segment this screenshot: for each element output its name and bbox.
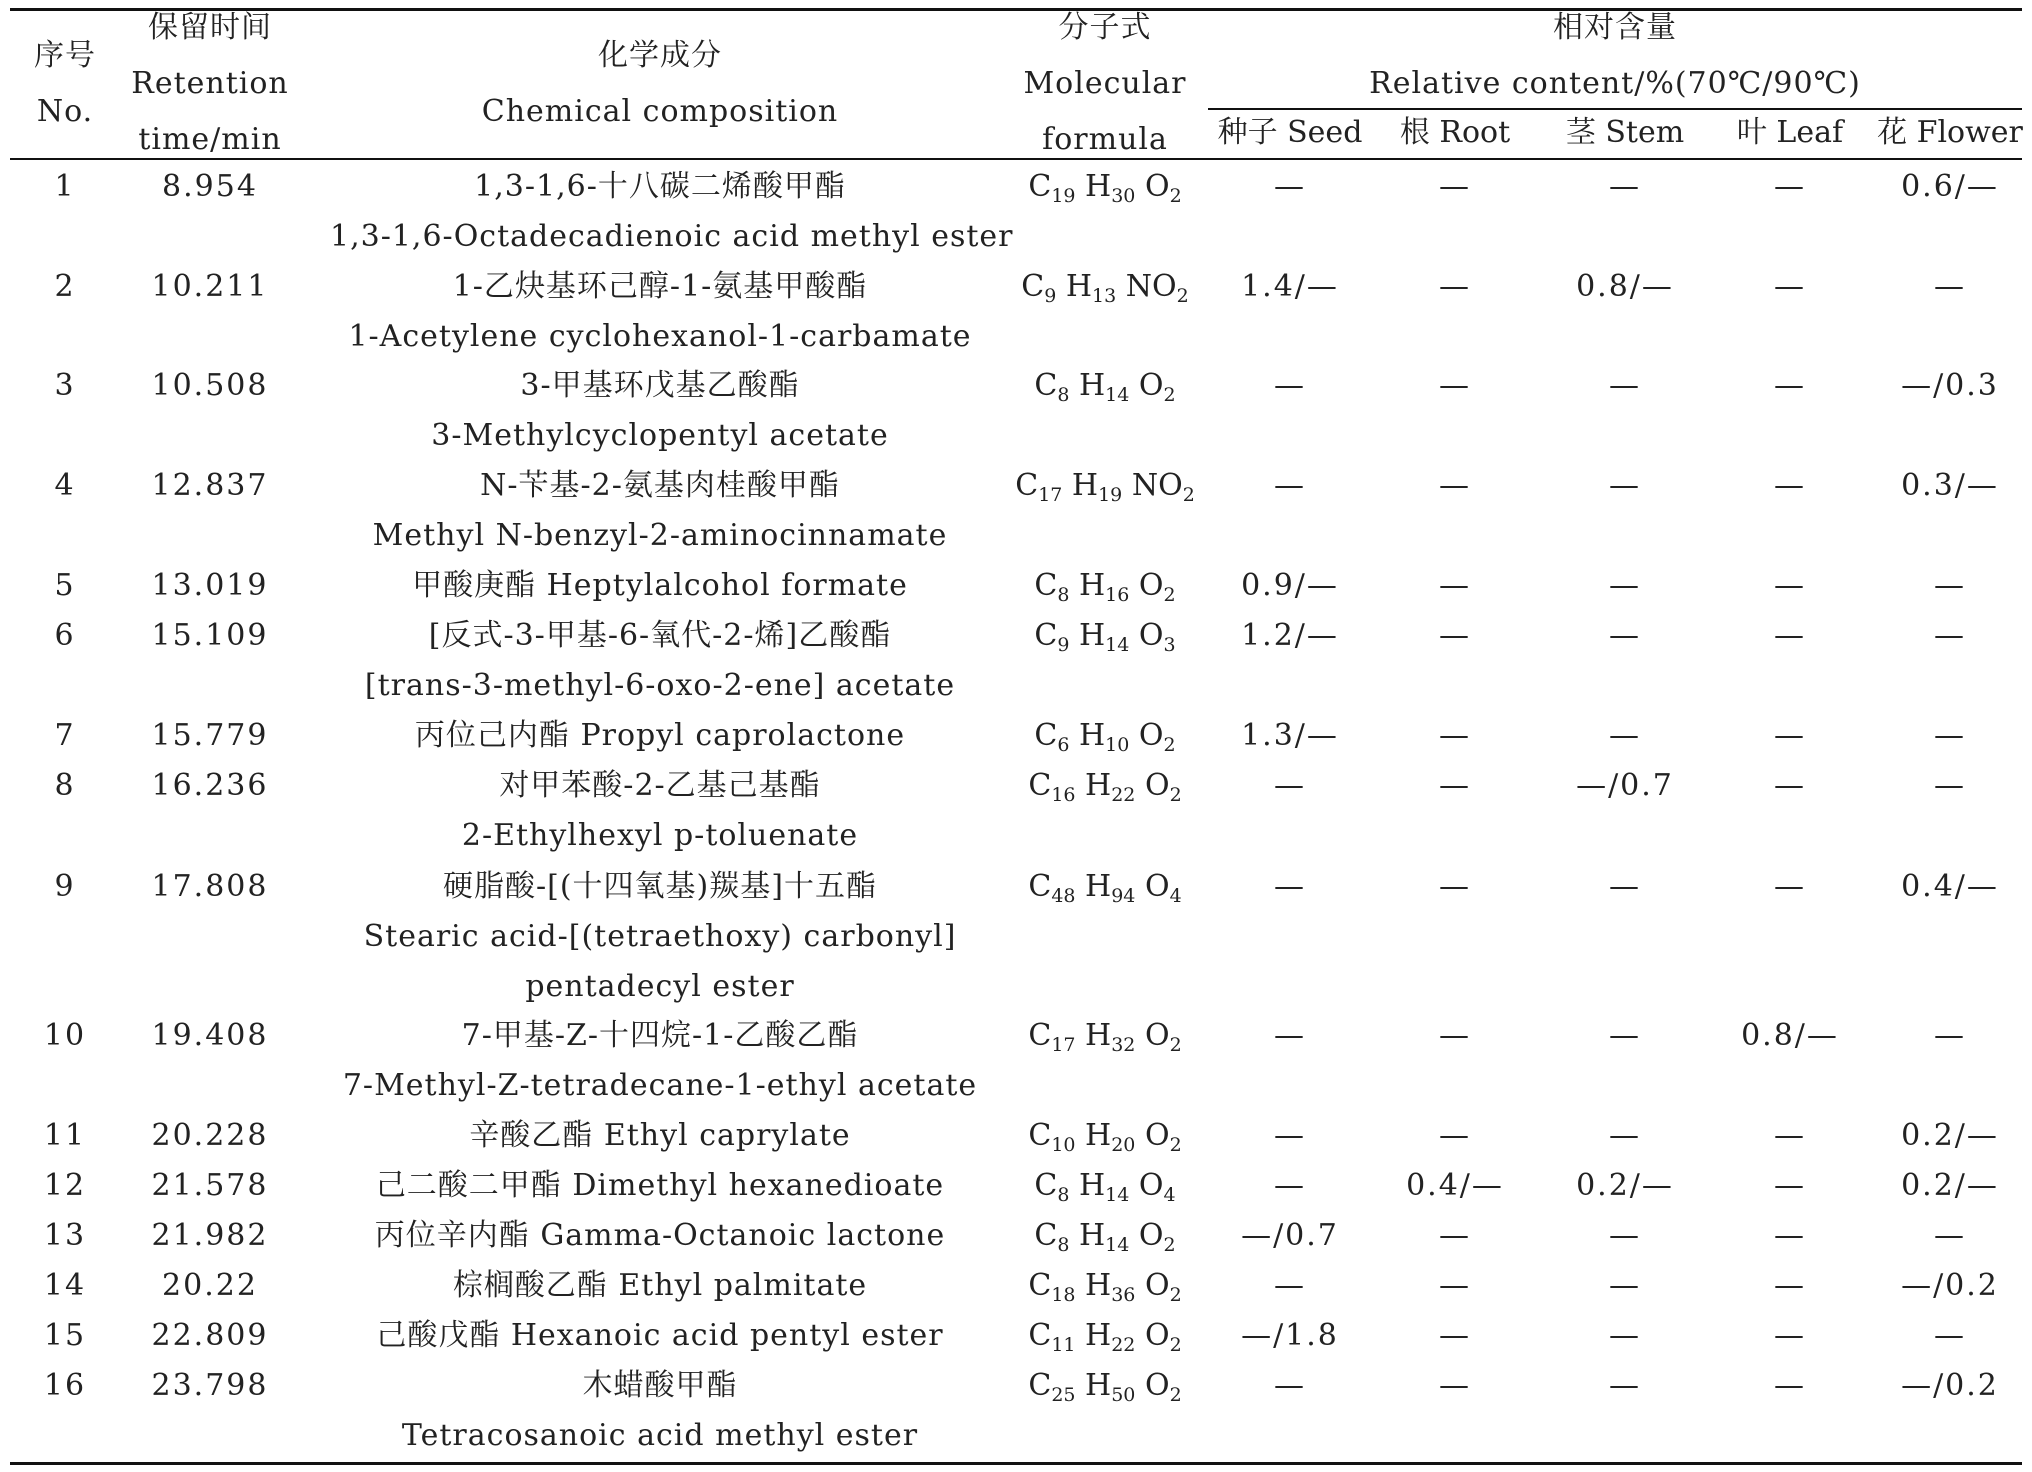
row-content-flower: — [1934, 768, 1966, 803]
row-chemical-composition [330, 1161, 990, 1211]
formula-subscript: 2 [1169, 185, 1182, 207]
formula-subscript: 2 [1176, 285, 1189, 307]
composition-line-primary: 1,3-1,6-十八碳二烯酸甲酯 [474, 169, 846, 204]
row-content-seed: — [1274, 1018, 1306, 1053]
formula-subscript: 2 [1163, 384, 1176, 406]
formula-subscript: 25 [1051, 1384, 1076, 1406]
row-number: 6 [54, 618, 76, 653]
formula-subscript: 2 [1163, 734, 1176, 756]
formula-element: H [1079, 368, 1106, 403]
formula-element: O [1144, 869, 1170, 904]
formula-element: H [1071, 468, 1099, 503]
composition-line-primary: 硬脂酸-[(十四氧基)羰基]十五酯 [443, 869, 877, 904]
row-chemical-composition [330, 1261, 990, 1311]
formula-element: H [1079, 1168, 1106, 1203]
row-content-root: — [1439, 269, 1471, 304]
row-number: 14 [43, 1268, 87, 1303]
formula-element: C [1034, 568, 1058, 603]
composition-line-secondary: [trans-3-methyl-6-oxo-2-ene] acetate [364, 668, 956, 703]
row-number: 4 [54, 468, 76, 503]
row-molecular-formula [1000, 1011, 1210, 1061]
row-number: 12 [43, 1168, 87, 1203]
row-content-flower: 0.2/— [1901, 1118, 1999, 1153]
row-number: 11 [43, 1118, 87, 1153]
formula-subscript: 2 [1169, 1034, 1182, 1056]
row-content-stem: — [1609, 169, 1641, 204]
row-content-seed: — [1274, 169, 1306, 204]
row-content-seed: — [1274, 1268, 1306, 1303]
formula-subscript: 14 [1105, 384, 1130, 406]
row-content-seed: — [1274, 869, 1306, 904]
row-content-seed: — [1274, 1168, 1306, 1203]
row-retention-time: 21.982 [151, 1218, 269, 1253]
row-content-flower: — [1934, 1318, 1966, 1353]
formula-subscript: 19 [1051, 185, 1076, 207]
row-retention-time: 23.798 [151, 1368, 269, 1403]
row-chemical-composition [330, 611, 990, 711]
composition-line-secondary: 1-Acetylene cyclohexanol-1-carbamate [348, 319, 972, 354]
row-retention-time: 15.109 [151, 618, 269, 653]
row-content-flower: 0.2/— [1901, 1168, 1999, 1203]
formula-subscript: 8 [1057, 1234, 1070, 1256]
row-content-seed: — [1274, 1118, 1306, 1153]
formula-subscript: 2 [1169, 1134, 1182, 1156]
formula-subscript: 4 [1163, 1184, 1176, 1206]
formula-element: C [1028, 1018, 1052, 1053]
formula-element: C [1028, 1268, 1052, 1303]
row-content-stem: —/0.7 [1576, 768, 1674, 803]
formula-subscript: 3 [1163, 634, 1176, 656]
row-content-leaf: — [1774, 869, 1806, 904]
formula-subscript: 9 [1044, 285, 1057, 307]
row-retention-time: 20.22 [162, 1268, 258, 1303]
formula-subscript: 2 [1163, 1234, 1176, 1256]
composition-line-secondary: 1,3-1,6-Octadecadienoic acid methyl ester [330, 219, 1014, 254]
formula-element: O [1138, 1168, 1164, 1203]
formula-subscript: 32 [1111, 1034, 1136, 1056]
header-flower: 花 Flower [1877, 115, 2023, 150]
row-molecular-formula [1000, 1261, 1210, 1311]
row-chemical-composition [330, 262, 990, 362]
composition-line-primary: 丙位辛内酯 Gamma-Octanoic lactone [374, 1218, 946, 1253]
row-content-leaf: — [1774, 1118, 1806, 1153]
row-chemical-composition [330, 711, 990, 761]
row-content-leaf: — [1774, 718, 1806, 753]
formula-element: O [1138, 568, 1164, 603]
row-molecular-formula [1000, 611, 1210, 661]
formula-element: H [1079, 718, 1106, 753]
formula-element: C [1021, 269, 1045, 304]
formula-subscript: 22 [1111, 1334, 1136, 1356]
formula-subscript: 2 [1169, 1334, 1182, 1356]
row-content-leaf: — [1774, 1318, 1806, 1353]
formula-subscript: 8 [1057, 384, 1070, 406]
formula-element: NO [1131, 468, 1183, 503]
row-content-flower: — [1934, 1018, 1966, 1053]
row-molecular-formula [1000, 461, 1210, 511]
row-content-root: — [1439, 1018, 1471, 1053]
formula-subscript: 14 [1105, 634, 1130, 656]
row-retention-time: 8.954 [162, 169, 258, 204]
formula-element: C [1015, 468, 1039, 503]
row-content-leaf: — [1774, 1218, 1806, 1253]
formula-element: O [1138, 618, 1164, 653]
formula-element: H [1085, 869, 1112, 904]
row-content-stem: — [1609, 1368, 1641, 1403]
formula-element: NO [1125, 269, 1177, 304]
formula-subscript: 2 [1182, 484, 1195, 506]
row-content-stem: 0.8/— [1576, 269, 1674, 304]
row-content-leaf: — [1774, 1368, 1806, 1403]
row-content-flower: — [1934, 269, 1966, 304]
header-rt-en1: Retention [131, 66, 289, 101]
formula-subscript: 10 [1105, 734, 1130, 756]
formula-element: O [1144, 1268, 1170, 1303]
formula-subscript: 8 [1057, 1184, 1070, 1206]
composition-line-primary: 对甲苯酸-2-乙基己基酯 [499, 768, 821, 803]
row-number: 10 [43, 1018, 87, 1053]
row-content-root: — [1439, 768, 1471, 803]
formula-subscript: 2 [1169, 1284, 1182, 1306]
row-content-flower: — [1934, 618, 1966, 653]
row-content-root: — [1439, 1218, 1471, 1253]
row-content-seed: — [1274, 468, 1306, 503]
formula-subscript: 17 [1038, 484, 1063, 506]
formula-element: C [1028, 1318, 1052, 1353]
formula-subscript: 9 [1057, 634, 1070, 656]
row-content-stem: — [1609, 618, 1641, 653]
row-chemical-composition [330, 1361, 990, 1461]
composition-line-secondary: Methyl N-benzyl-2-aminocinnamate [372, 518, 948, 553]
row-molecular-formula [1000, 1361, 1210, 1411]
formula-element: C [1028, 1368, 1052, 1403]
formula-element: H [1085, 1018, 1112, 1053]
header-no-cn: 序号 [34, 38, 96, 73]
row-content-root: — [1439, 1318, 1471, 1353]
row-chemical-composition [330, 361, 990, 461]
header-rel-en: Relative content/%(70℃/90℃) [1369, 66, 1861, 101]
formula-element: O [1138, 368, 1164, 403]
formula-element: C [1028, 1118, 1052, 1153]
header-rel-cn: 相对含量 [1553, 10, 1677, 45]
composition-line-primary: 1-乙炔基环己醇-1-氨基甲酸酯 [452, 269, 868, 304]
row-chemical-composition [330, 1211, 990, 1261]
row-content-stem: — [1609, 718, 1641, 753]
row-content-leaf: — [1774, 1168, 1806, 1203]
formula-element: C [1034, 1168, 1058, 1203]
row-molecular-formula [1000, 761, 1210, 811]
composition-line-primary: 3-甲基环戊基乙酸酯 [520, 368, 800, 403]
formula-element: C [1028, 869, 1052, 904]
row-retention-time: 20.228 [151, 1118, 269, 1153]
row-retention-time: 10.211 [151, 269, 269, 304]
row-content-root: — [1439, 468, 1471, 503]
formula-subscript: 16 [1051, 784, 1076, 806]
composition-line-secondary: Tetracosanoic acid methyl ester [401, 1418, 919, 1453]
row-chemical-composition [330, 1011, 990, 1111]
formula-subscript: 16 [1105, 584, 1130, 606]
formula-element: C [1034, 1218, 1058, 1253]
row-content-flower: — [1934, 1218, 1966, 1253]
row-content-stem: — [1609, 368, 1641, 403]
row-content-flower: — [1934, 568, 1966, 603]
row-molecular-formula [1000, 162, 1210, 212]
row-number: 16 [43, 1368, 87, 1403]
row-chemical-composition [330, 1111, 990, 1161]
header-seed: 种子 Seed [1217, 115, 1363, 150]
row-content-stem: — [1609, 869, 1641, 904]
composition-line-primary: 甲酸庚酯 Heptylalcohol formate [412, 568, 908, 603]
row-content-seed: 1.2/— [1241, 618, 1339, 653]
row-content-leaf: — [1774, 1268, 1806, 1303]
row-content-seed: — [1274, 768, 1306, 803]
row-retention-time: 21.578 [151, 1168, 269, 1203]
row-molecular-formula [1000, 561, 1210, 611]
row-chemical-composition [330, 761, 990, 861]
row-content-stem: — [1609, 1118, 1641, 1153]
row-molecular-formula [1000, 1311, 1210, 1361]
composition-line-secondary: 7-Methyl-Z-tetradecane-1-ethyl acetate [342, 1068, 978, 1103]
row-retention-time: 12.837 [151, 468, 269, 503]
header-relative-content [1208, 0, 2022, 112]
composition-line-primary: 丙位己内酯 Propyl caprolactone [414, 718, 906, 753]
header-form-cn: 分子式 [1058, 10, 1152, 45]
header-stem: 茎 Stem [1565, 115, 1685, 150]
formula-element: H [1085, 768, 1112, 803]
formula-subscript: 8 [1057, 584, 1070, 606]
row-retention-time: 19.408 [151, 1018, 269, 1053]
row-content-root: — [1439, 1368, 1471, 1403]
composition-line-secondary: Stearic acid-[(tetraethoxy) carbonyl] [363, 919, 957, 954]
composition-line-secondary: pentadecyl ester [525, 969, 795, 1004]
row-number: 2 [54, 269, 76, 304]
row-content-leaf: 0.8/— [1741, 1018, 1839, 1053]
header-form-en1: Molecular [1023, 66, 1187, 101]
formula-element: H [1079, 618, 1106, 653]
row-chemical-composition [330, 1311, 990, 1361]
header-rt-cn: 保留时间 [148, 10, 272, 45]
row-content-root: — [1439, 169, 1471, 204]
row-chemical-composition [330, 862, 990, 1012]
row-retention-time: 10.508 [151, 368, 269, 403]
row-chemical-composition [330, 461, 990, 561]
composition-line-primary: 木蜡酸甲酯 [582, 1368, 738, 1403]
formula-element: H [1065, 269, 1093, 304]
row-number: 5 [54, 568, 76, 603]
formula-element: H [1085, 1268, 1112, 1303]
row-number: 13 [43, 1218, 87, 1253]
row-content-root: — [1439, 718, 1471, 753]
header-composition [330, 28, 990, 140]
header-comp-cn: 化学成分 [598, 38, 722, 73]
formula-subscript: 11 [1051, 1334, 1076, 1356]
composition-line-primary: N-苄基-2-氨基肉桂酸甲酯 [480, 468, 840, 503]
header-no-en: No. [36, 94, 94, 129]
composition-line-primary: 己酸戊酯 Hexanoic acid pentyl ester [376, 1318, 944, 1353]
composition-line-primary: 7-甲基-Z-十四烷-1-乙酸乙酯 [461, 1018, 859, 1053]
formula-subscript: 14 [1105, 1184, 1130, 1206]
formula-subscript: 94 [1111, 885, 1136, 907]
row-number: 7 [54, 718, 76, 753]
formula-element: O [1144, 169, 1170, 204]
row-content-root: — [1439, 618, 1471, 653]
formula-subscript: 36 [1111, 1284, 1136, 1306]
row-content-stem: 0.2/— [1576, 1168, 1674, 1203]
row-content-seed: —/0.7 [1241, 1218, 1339, 1253]
row-content-root: 0.4/— [1406, 1168, 1504, 1203]
composition-line-primary: 棕榈酸乙酯 Ethyl palmitate [452, 1268, 868, 1303]
formula-subscript: 4 [1169, 885, 1182, 907]
row-content-stem: — [1609, 568, 1641, 603]
row-content-root: — [1439, 368, 1471, 403]
row-content-flower: — [1934, 718, 1966, 753]
header-root: 根 Root [1399, 115, 1511, 150]
formula-subscript: 13 [1092, 285, 1117, 307]
header-comp-en: Chemical composition [481, 94, 839, 129]
row-molecular-formula [1000, 1111, 1210, 1161]
formula-element: O [1144, 1118, 1170, 1153]
row-content-stem: — [1609, 1268, 1641, 1303]
formula-element: O [1144, 1018, 1170, 1053]
composition-line-secondary: 2-Ethylhexyl p-toluenate [461, 818, 859, 853]
row-retention-time: 16.236 [151, 768, 269, 803]
formula-subscript: 22 [1111, 784, 1136, 806]
row-content-stem: — [1609, 1318, 1641, 1353]
header-no [10, 28, 120, 140]
row-molecular-formula [1000, 262, 1210, 312]
composition-line-secondary: 3-Methylcyclopentyl acetate [431, 418, 889, 453]
row-content-stem: — [1609, 468, 1641, 503]
composition-line-primary: 己二酸二甲酯 Dimethyl hexanedioate [375, 1168, 945, 1203]
formula-subscript: 30 [1111, 185, 1136, 207]
formula-element: C [1028, 768, 1052, 803]
formula-element: C [1028, 169, 1052, 204]
formula-element: H [1085, 1368, 1112, 1403]
row-retention-time: 22.809 [151, 1318, 269, 1353]
row-content-seed: 0.9/— [1241, 568, 1339, 603]
row-number: 9 [54, 869, 76, 904]
header-formula [1000, 0, 1210, 168]
composition-line-primary: 辛酸乙酯 Ethyl caprylate [469, 1118, 851, 1153]
formula-element: C [1034, 718, 1058, 753]
formula-subscript: 2 [1163, 584, 1176, 606]
row-number: 1 [54, 169, 76, 204]
row-content-root: — [1439, 869, 1471, 904]
formula-subscript: 10 [1051, 1134, 1076, 1156]
row-molecular-formula [1000, 1161, 1210, 1211]
formula-element: H [1079, 568, 1106, 603]
formula-subscript: 2 [1169, 784, 1182, 806]
row-content-seed: — [1274, 1368, 1306, 1403]
formula-element: O [1144, 768, 1170, 803]
header-form-en2: formula [1042, 122, 1168, 157]
row-content-root: — [1439, 568, 1471, 603]
formula-element: H [1079, 1218, 1106, 1253]
formula-element: H [1085, 1118, 1112, 1153]
header-rt-en2: time/min [138, 122, 282, 157]
row-content-flower: 0.6/— [1901, 169, 1999, 204]
formula-element: C [1034, 618, 1058, 653]
formula-subscript: 19 [1098, 484, 1123, 506]
row-content-leaf: — [1774, 568, 1806, 603]
row-content-stem: — [1609, 1218, 1641, 1253]
row-content-leaf: — [1774, 768, 1806, 803]
row-content-seed: 1.4/— [1241, 269, 1339, 304]
formula-subscript: 50 [1111, 1384, 1136, 1406]
row-content-flower: —/0.3 [1901, 368, 1999, 403]
row-content-leaf: — [1774, 618, 1806, 653]
header-retention [130, 0, 290, 168]
row-retention-time: 17.808 [151, 869, 269, 904]
formula-element: H [1085, 1318, 1112, 1353]
row-content-leaf: — [1774, 269, 1806, 304]
row-content-root: — [1439, 1118, 1471, 1153]
formula-subscript: 14 [1105, 1234, 1130, 1256]
row-content-leaf: — [1774, 169, 1806, 204]
row-content-seed: — [1274, 368, 1306, 403]
formula-subscript: 18 [1051, 1284, 1076, 1306]
row-content-flower: 0.3/— [1901, 468, 1999, 503]
formula-subscript: 17 [1051, 1034, 1076, 1056]
row-molecular-formula [1000, 1211, 1210, 1261]
row-chemical-composition [330, 561, 990, 611]
formula-element: H [1085, 169, 1112, 204]
row-content-seed: 1.3/— [1241, 718, 1339, 753]
row-content-leaf: — [1774, 468, 1806, 503]
row-number: 15 [43, 1318, 87, 1353]
row-content-flower: —/0.2 [1901, 1268, 1999, 1303]
row-molecular-formula [1000, 711, 1210, 761]
formula-subscript: 20 [1111, 1134, 1136, 1156]
row-number: 3 [54, 368, 76, 403]
row-chemical-composition [330, 162, 1014, 262]
formula-element: O [1144, 1368, 1170, 1403]
row-molecular-formula [1000, 862, 1210, 912]
composition-line-primary: [反式-3-甲基-6-氧代-2-烯]乙酸酯 [428, 618, 892, 653]
formula-element: C [1034, 368, 1058, 403]
table-bottom-rule [10, 1462, 2022, 1465]
row-content-root: — [1439, 1268, 1471, 1303]
formula-subscript: 48 [1051, 885, 1076, 907]
header-leaf: 叶 Leaf [1736, 115, 1844, 150]
row-retention-time: 15.779 [151, 718, 269, 753]
formula-subscript: 6 [1057, 734, 1070, 756]
row-content-stem: — [1609, 1018, 1641, 1053]
row-content-leaf: — [1774, 368, 1806, 403]
row-retention-time: 13.019 [151, 568, 269, 603]
row-content-flower: 0.4/— [1901, 869, 1999, 904]
formula-subscript: 2 [1169, 1384, 1182, 1406]
row-content-flower: —/0.2 [1901, 1368, 1999, 1403]
row-number: 8 [54, 768, 76, 803]
formula-element: O [1138, 1218, 1164, 1253]
formula-element: O [1138, 718, 1164, 753]
row-content-seed: —/1.8 [1241, 1318, 1339, 1353]
formula-element: O [1144, 1318, 1170, 1353]
row-molecular-formula [1000, 361, 1210, 411]
